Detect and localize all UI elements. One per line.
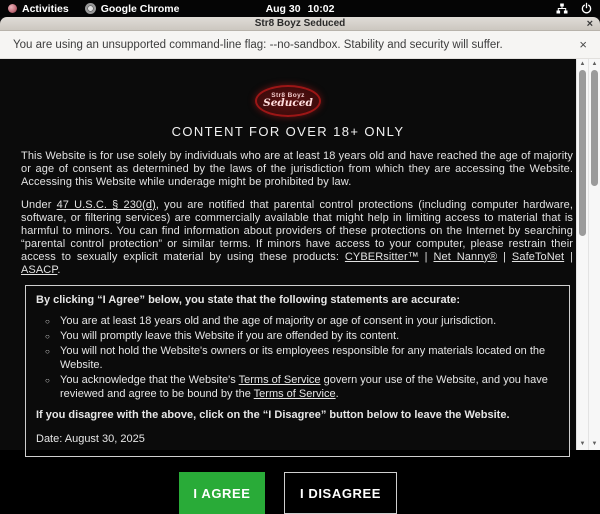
terms-of-service-link[interactable]: Terms of Service (238, 374, 321, 386)
app-menu-label: Google Chrome (100, 2, 180, 15)
link-separator: | (497, 250, 512, 263)
list-item: ○ You are at least 18 years old and the age of majority or age of consent in your jurisdiction. (36, 314, 559, 328)
scroll-down-icon[interactable]: ▼ (579, 441, 586, 447)
list-item (36, 373, 559, 401)
age-gate-page (0, 59, 576, 501)
activities-label: Activities (22, 2, 69, 15)
infobar-message: You are using an unsupported command-line flag: --no-sandbox. Stability and security will suffer. (13, 38, 503, 51)
agreement-intro: By clicking “I Agree” below, you state that the following statements are accurate: (36, 293, 461, 306)
usc-230d-link[interactable]: 47 U.S.C. § 230(d) (56, 198, 156, 211)
notice-text: , you are notified that parental control protections (including computer hardware, software, or filtering services) are commercially available that might help in limiting access to material that is harmful to minors. You can find information about providers of these protections on the Internet by searching “parental control protection” or similar terms. If minors have access to your computer, please restrain their access to sexually explicit material by using these products: (21, 198, 573, 263)
clock-time: 10:02 (307, 2, 335, 15)
link-separator: | (564, 250, 573, 263)
intro-paragraph: This Website is for use solely by individuals who are at least 18 years old and have reached the age of majority or age of consent as determined by the laws of the jurisdiction from which they are accessing the Website. Accessing this Website while underage might be prohibited by law. (21, 149, 573, 188)
gnome-top-bar (0, 0, 600, 17)
i-disagree-button[interactable]: I DISAGREE (284, 472, 397, 514)
window-title: Str8 Boyz Seduced (254, 18, 346, 29)
chrome-app-icon (85, 3, 96, 14)
safetonet-link[interactable]: SafeToNet (511, 250, 565, 263)
consent-buttons-row (0, 472, 576, 514)
agreement-box (25, 285, 570, 458)
link-separator: | (418, 250, 434, 263)
network-icon[interactable] (556, 3, 568, 14)
window-titlebar (0, 17, 600, 31)
date-line: Date: August 30, 2025 (36, 432, 145, 445)
clock-button[interactable] (266, 3, 335, 15)
outer-scrollbar[interactable] (588, 59, 600, 450)
app-menu-button[interactable] (85, 3, 180, 15)
acknowledge-text: govern your use of the Website, and you have reviewed and agree to be bound by the (60, 374, 548, 400)
inner-scrollbar-thumb[interactable] (579, 70, 586, 236)
scroll-up-icon[interactable]: ▲ (591, 61, 598, 67)
net-nanny-link[interactable]: Net Nanny® (433, 250, 498, 263)
scroll-up-icon[interactable]: ▲ (579, 61, 586, 67)
list-item: ○ You will not hold the Website's owners or its employees responsible for any materials located on the Website. (36, 344, 559, 372)
cybersitter-link[interactable]: CYBERsitter™ (344, 250, 419, 263)
power-icon[interactable] (581, 3, 592, 14)
agreement-statements-list (36, 314, 559, 401)
acknowledge-text: . (335, 388, 339, 400)
site-logo-text-top: Str8 Boyz (271, 92, 305, 99)
activities-button[interactable] (8, 3, 69, 15)
notice-text: Under (21, 198, 57, 211)
window-close-icon[interactable]: × (586, 18, 593, 30)
site-logo-text-bottom: Seduced (263, 97, 313, 109)
parental-control-paragraph (21, 199, 573, 277)
recording-indicator-icon (8, 4, 17, 13)
disagree-note: If you disagree with the above, click on the “I Disagree” button below to leave the Website. (36, 409, 510, 421)
clock-date: Aug 30 (265, 2, 301, 15)
page-title: CONTENT FOR OVER 18+ ONLY (171, 123, 405, 139)
asacp-link[interactable]: ASACP (21, 263, 58, 276)
terms-of-service-link[interactable]: Terms of Service (253, 388, 336, 400)
acknowledge-text: You acknowledge that the Website's (60, 374, 239, 386)
scroll-down-icon[interactable]: ▼ (591, 441, 598, 447)
outer-scrollbar-thumb[interactable] (591, 70, 598, 186)
site-logo (255, 85, 321, 117)
chrome-infobar (0, 31, 600, 59)
list-item: ○ You will promptly leave this Website if you are offended by its content. (36, 329, 559, 343)
i-agree-button[interactable]: I AGREE (179, 472, 265, 514)
notice-text: . (57, 263, 61, 276)
inner-scrollbar[interactable] (576, 59, 588, 450)
infobar-close-icon[interactable]: × (579, 37, 587, 52)
